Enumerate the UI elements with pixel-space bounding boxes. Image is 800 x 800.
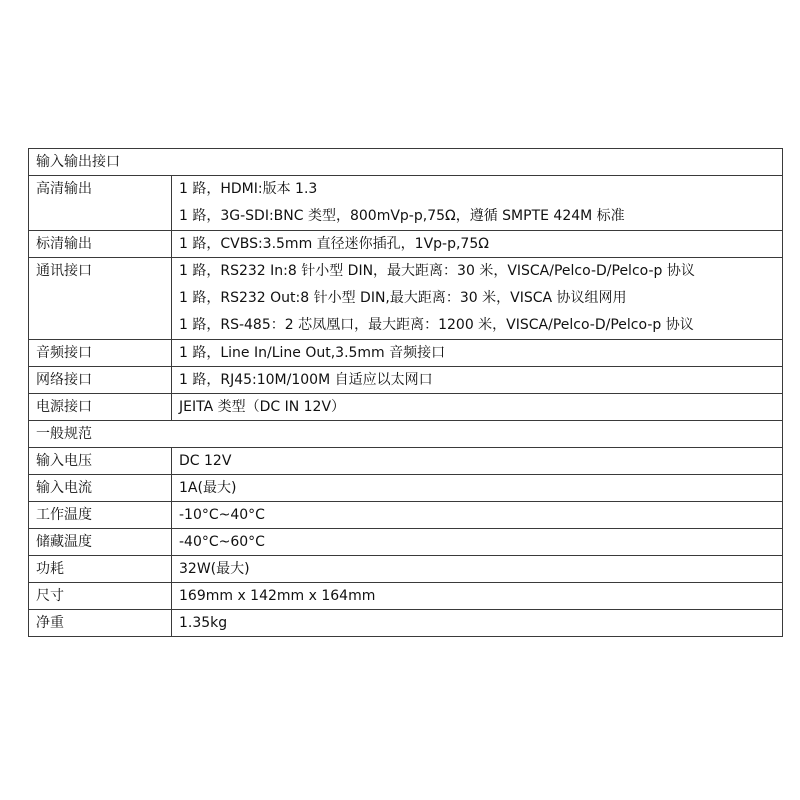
spec-value: JEITA 类型（DC IN 12V） [179, 399, 346, 415]
spec-value: -40°C~60°C [179, 534, 265, 550]
spec-row [29, 610, 783, 637]
spec-value: 169mm x 142mm x 164mm [179, 588, 376, 604]
spec-value: 1 路，RS232 Out:8 针小型 DIN,最大距离：30 米，VISCA 协议组网用 [179, 290, 627, 306]
spec-value: 1 路，3G-SDI:BNC 类型，800mVp-p,75Ω，遵循 SMPTE 424M 标准 [179, 208, 625, 224]
spec-value: 1 路，RJ45:10M/100M 自适应以太网口 [179, 372, 433, 388]
section-header-row [29, 421, 783, 448]
spec-label: 电源接口 [29, 394, 172, 421]
spec-row [29, 556, 783, 583]
spec-row [29, 475, 783, 502]
spec-label: 高清输出 [29, 176, 172, 231]
spec-value: 1 路，RS-485：2 芯凤凰口，最大距离：1200 米，VISCA/Pelco-D/Pelco-p 协议 [179, 317, 694, 333]
spec-row [29, 502, 783, 529]
spec-label: 通讯接口 [29, 258, 172, 340]
spec-value: 1.35kg [179, 615, 228, 631]
spec-label: 净重 [29, 610, 172, 637]
spec-value-cell [172, 394, 783, 421]
spec-label: 音频接口 [29, 340, 172, 367]
spec-row [29, 340, 783, 367]
spec-label: 工作温度 [29, 502, 172, 529]
spec-table [28, 148, 783, 637]
spec-value: 32W(最大) [179, 561, 250, 577]
spec-row [29, 176, 783, 231]
spec-label: 网络接口 [29, 367, 172, 394]
spec-row [29, 367, 783, 394]
spec-value: 1 路，Line In/Line Out,3.5mm 音频接口 [179, 345, 446, 361]
spec-value-cell [172, 502, 783, 529]
spec-value: 1 路，HDMI:版本 1.3 [179, 181, 318, 197]
spec-value-cell [172, 340, 783, 367]
spec-label: 储藏温度 [29, 529, 172, 556]
section-header-row [29, 149, 783, 176]
spec-label: 输入电压 [29, 448, 172, 475]
section-title: 一般规范 [29, 421, 783, 448]
spec-row [29, 394, 783, 421]
spec-row [29, 529, 783, 556]
spec-value: DC 12V [179, 453, 232, 469]
spec-row [29, 583, 783, 610]
spec-value-cell [172, 475, 783, 502]
spec-label: 功耗 [29, 556, 172, 583]
spec-value: 1 路，CVBS:3.5mm 直径迷你插孔，1Vp-p,75Ω [179, 236, 489, 252]
spec-row [29, 448, 783, 475]
spec-value-cell [172, 258, 783, 340]
spec-value-cell [172, 231, 783, 258]
spec-value: -10°C~40°C [179, 507, 265, 523]
spec-row [29, 258, 783, 340]
spec-value: 1 路，RS232 In:8 针小型 DIN，最大距离：30 米，VISCA/Pelco-D/Pelco-p 协议 [179, 263, 695, 279]
spec-value-cell [172, 529, 783, 556]
spec-value-cell [172, 610, 783, 637]
spec-row [29, 231, 783, 258]
spec-table-body [29, 149, 783, 637]
spec-value-cell [172, 583, 783, 610]
spec-value-cell [172, 367, 783, 394]
spec-value-cell [172, 448, 783, 475]
spec-label: 输入电流 [29, 475, 172, 502]
spec-value: 1A(最大) [179, 480, 237, 496]
spec-label: 标清输出 [29, 231, 172, 258]
section-title: 输入输出接口 [29, 149, 783, 176]
spec-value-cell [172, 556, 783, 583]
spec-label: 尺寸 [29, 583, 172, 610]
spec-value-cell [172, 176, 783, 231]
